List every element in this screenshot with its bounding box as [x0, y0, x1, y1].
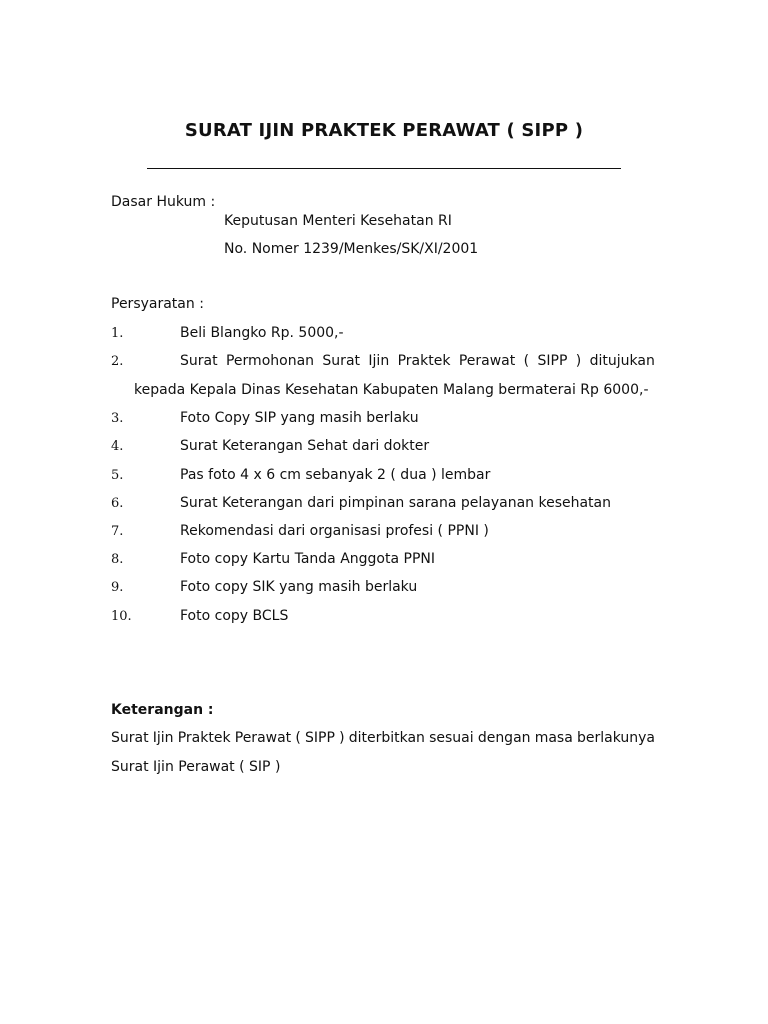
word: Surat — [111, 730, 149, 746]
word: berlakunya — [576, 730, 655, 746]
list-item-number: 7. — [111, 524, 124, 539]
word: Surat — [180, 353, 218, 369]
list-item: Foto copy Kartu Tanda Anggota PPNI — [180, 551, 435, 567]
list-item-number: 9. — [111, 580, 124, 595]
word: Perawat — [234, 730, 292, 746]
list-item-number: 8. — [111, 552, 124, 567]
word: Praktek — [397, 353, 451, 369]
list-item-continuation: kepada Kepala Dinas Kesehatan Kabupaten Malang bermaterai Rp 6000,- — [134, 382, 649, 398]
list-item-number: 4. — [111, 439, 124, 454]
word: Surat — [322, 353, 361, 369]
keterangan-line-1 — [111, 730, 655, 746]
word: ) — [575, 353, 582, 369]
list-item: Surat Keterangan dari pimpinan sarana pelayanan kesehatan — [180, 495, 611, 511]
word: Ijin — [152, 730, 174, 746]
word: diterbitkan — [348, 730, 425, 746]
list-item: Pas foto 4 x 6 cm sebanyak 2 ( dua ) lembar — [180, 467, 491, 483]
list-item — [180, 353, 655, 369]
list-item: Foto copy BCLS — [180, 608, 289, 624]
list-item-number: 3. — [111, 411, 124, 426]
word: ) — [339, 730, 345, 746]
persyaratan-label: Persyaratan : — [111, 296, 204, 312]
dasar-hukum-label: Dasar Hukum : — [111, 194, 216, 210]
list-item: Foto copy SIK yang masih berlaku — [180, 579, 418, 595]
list-item-number: 5. — [111, 468, 124, 483]
word: ditujukan — [589, 353, 655, 369]
list-item-number: 2. — [111, 354, 124, 369]
dasar-hukum-line-2: No. Nomer 1239/Menkes/SK/XI/2001 — [224, 241, 479, 257]
keterangan-line-2: Surat Ijin Perawat ( SIP ) — [111, 759, 281, 775]
word: SIPP — [304, 730, 335, 746]
word: masa — [534, 730, 573, 746]
list-item-number: 6. — [111, 496, 124, 511]
keterangan-heading: Keterangan : — [111, 702, 214, 718]
word: Ijin — [368, 353, 390, 369]
word: SIPP — [537, 353, 568, 369]
dasar-hukum-line-1: Keputusan Menteri Kesehatan RI — [224, 213, 452, 229]
word: sesuai — [429, 730, 474, 746]
word: dengan — [477, 730, 531, 746]
list-item: Rekomendasi dari organisasi profesi ( PPNI ) — [180, 523, 489, 539]
list-item-number: 1. — [111, 326, 124, 341]
title-underline — [147, 168, 621, 169]
list-item: Foto Copy SIP yang masih berlaku — [180, 410, 419, 426]
word: ( — [523, 353, 530, 369]
word: Praktek — [177, 730, 231, 746]
list-item: Surat Keterangan Sehat dari dokter — [180, 438, 430, 454]
list-item: Beli Blangko Rp. 5000,- — [180, 325, 344, 341]
word: ( — [295, 730, 301, 746]
word: Perawat — [458, 353, 516, 369]
document-title: SURAT IJIN PRAKTEK PERAWAT ( SIPP ) — [184, 120, 584, 141]
word: Permohonan — [225, 353, 315, 369]
list-item-number: 10. — [111, 609, 132, 624]
